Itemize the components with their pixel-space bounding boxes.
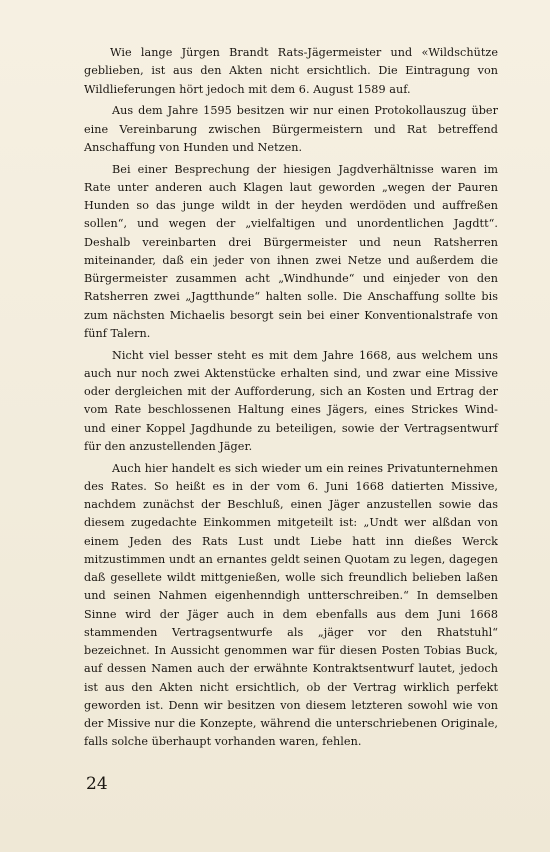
- page-number: 24: [86, 774, 108, 794]
- paragraph-1: Wie lange Jürgen Brandt Rats-Jägermeister und «Wildschütze geblieben, ist aus den Akten nicht ersichtlich. Die Eintragung von Wildlieferungen hört jedoch mit dem 6. August 1589 auf.: [84, 46, 498, 96]
- paragraph-5: Auch hier handelt es sich wieder um ein reines Privatunternehmen des Rates. So heißt es in der vom 6. Juni 1668 datierten Missive, nachdem zunächst der Beschluß, einen Jäger anzustellen sowie das diesem zugedachte Einkommen mitgeteilt ist: „Undt wer alßdan von einem Jeden des Rats Lust undt Liebe hatt inn dießes Werck mitzustimmen undt an ernantes geldt seinen Quotam zu legen, dagegen daß gesellete wildt mittgenießen, wolle sich freundlich belieben laßen und seinen Nahmen eigenhenndigh untterschreiben.“ In demselben Sinne wird der Jäger auch in dem ebenfalls aus dem Juni 1668 stammenden Vertragsentwurfe als „jäger vor den Rhatstuhl“ bezeichnet. In Aussicht genommen war für diesen Posten Tobias Buck, auf dessen Namen auch der erwähnte Kontraktsentwurf lautet, jedoch ist aus den Akten nicht ersichtlich, ob der Vertrag wirklich perfekt geworden ist. Denn wir besitzen von diesem letzteren sowohl wie von der Missive nur die Konzepte, während die unterschriebenen Originale, falls solche überhaupt vorhanden waren, fehlen.: [84, 461, 498, 749]
- paragraph-4: Nicht viel besser steht es mit dem Jahre 1668, aus welchem uns auch nur noch zwei Aktenstücke erhalten sind, und zwar eine Missive oder dergleichen mit der Aufforderung, sich an Kosten und Ertrag der vom Rate beschlossenen Haltung eines Jägers, eines Strickes Wind- und einer Koppel Jagdhunde zu beteiligen, sowie der Vertragsentwurf für den anzustellenden Jäger.: [84, 348, 498, 453]
- paragraph-2: Aus dem Jahre 1595 besitzen wir nur einen Protokollauszug über eine Vereinbarung zwischen Bürgermeistern und Rat betreffend Anschaffung von Hunden und Netzen.: [84, 104, 498, 154]
- paragraph-3: Bei einer Besprechung der hiesigen Jagdverhältnisse waren im Rate unter anderen auch Klagen laut geworden „wegen der Pauren Hunden so das junge wildt in der heyden werdöden und auffreßen sollen“, und wegen der „vielfaltigen und unordentlichen Jagdtt“. Deshalb vereinbarten drei Bürgermeister und neun Ratsherren miteinander, daß ein jeder von ihnen zwei Netze und außerdem die Bürgermeister zusammen acht „Windhunde“ und einjeder von den Ratsherren zwei „Jagtthunde“ halten solle. Die Anschaffung sollte bis zum nächsten Michaelis besorgt sein bei einer Konventionalstrafe von fünf Talern.: [84, 162, 498, 340]
- body-text: [84, 44, 498, 755]
